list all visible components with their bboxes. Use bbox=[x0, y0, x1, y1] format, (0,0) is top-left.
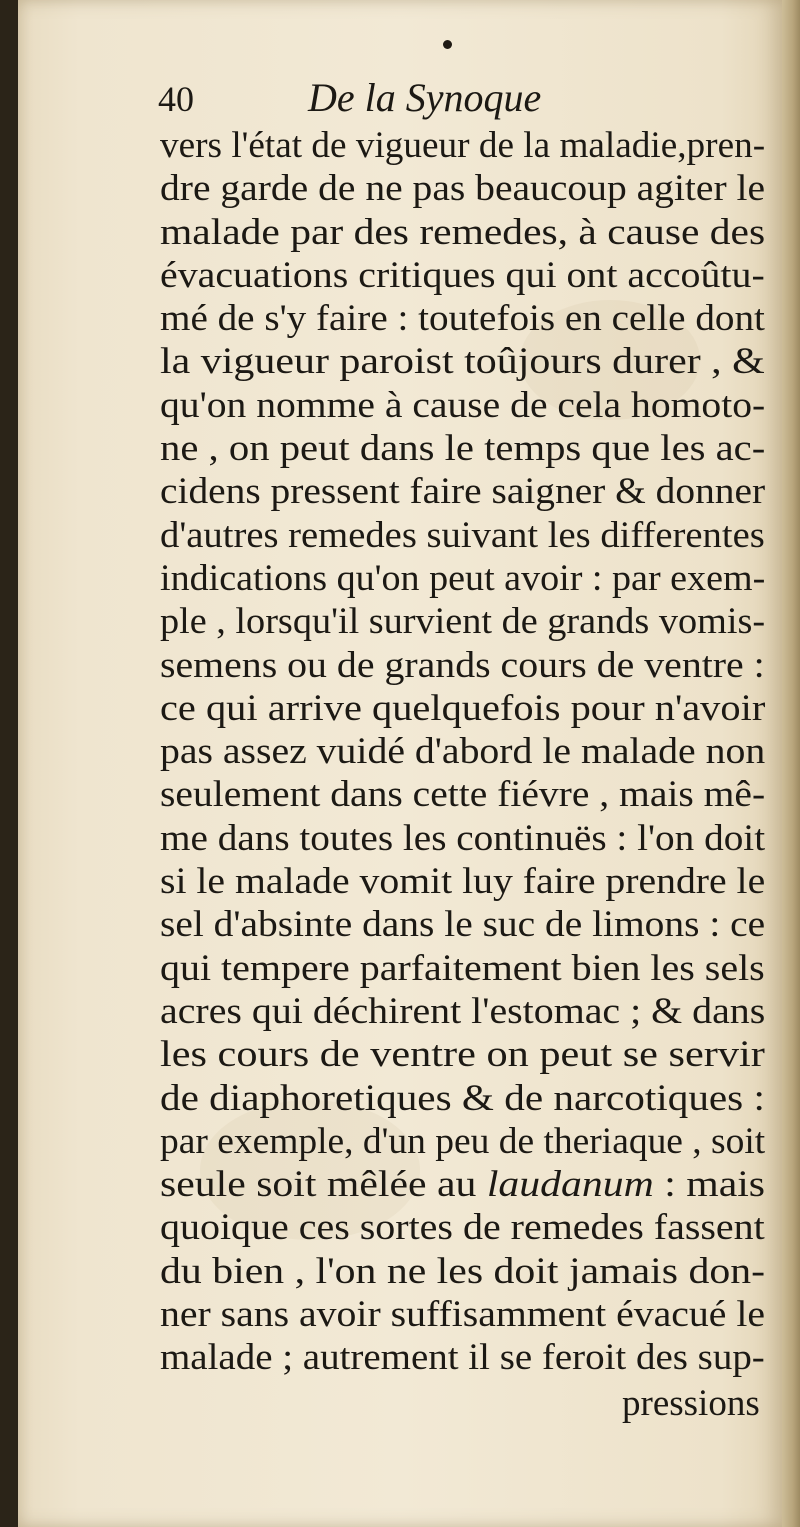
text-line: la vigueur paroist toûjours durer , & bbox=[160, 341, 765, 383]
text-line: ne , on peut dans le temps que les ac- bbox=[160, 428, 766, 470]
text-line: malade par des remedes, à cause des bbox=[160, 211, 766, 253]
text-line: ce qui arrive quelquefois pour n'avoir bbox=[160, 687, 766, 729]
text-line: de diaphoretiques & de narcotiques : bbox=[160, 1077, 765, 1119]
text-line: malade ; autrement il se feroit des sup- bbox=[160, 1337, 765, 1379]
catchword: pressions bbox=[622, 1383, 760, 1424]
page-number: 40 bbox=[158, 79, 194, 119]
text-line: acres qui déchirent l'estomac ; & dans bbox=[160, 990, 766, 1032]
text-line: seulement dans cette fiévre , mais mê- bbox=[160, 774, 766, 816]
text-line: indications qu'on peut avoir : par exem- bbox=[160, 557, 766, 599]
text-line: les cours de ventre on peut se servir bbox=[160, 1034, 765, 1076]
text-line: si le malade vomit luy faire prendre le bbox=[160, 861, 766, 903]
text-line: sel d'absinte dans le suc de limons : ce bbox=[160, 904, 766, 946]
text-segment: : mais bbox=[653, 1164, 766, 1206]
text-line: ner sans avoir suffisamment évacué le bbox=[160, 1294, 766, 1336]
text-line: évacuations critiques qui ont accoûtu- bbox=[160, 254, 765, 296]
text-line: qu'on nomme à cause de cela homoto- bbox=[160, 384, 766, 426]
text-line: dre garde de ne pas beaucoup agiter le bbox=[160, 168, 766, 210]
page-header bbox=[158, 72, 718, 122]
text-line: vers l'état de vigueur de la maladie,pren- bbox=[160, 125, 766, 166]
text-line: pas assez vuidé d'abord le malade non bbox=[160, 731, 766, 773]
text-line: me dans toutes les continuës : l'on doit bbox=[160, 817, 766, 859]
italic-term: laudanum bbox=[486, 1164, 654, 1206]
running-head: De la Synoque bbox=[308, 75, 542, 120]
text-line: par exemple, d'un peu de theriaque , soit bbox=[160, 1120, 766, 1162]
text-line: ple , lorsqu'il survient de grands vomis- bbox=[160, 601, 766, 643]
text-line: semens ou de grands cours de ventre : bbox=[160, 644, 765, 686]
text-line: d'autres remedes suivant les differentes bbox=[160, 514, 765, 556]
text-segment: seule soit mêlée au bbox=[160, 1164, 487, 1206]
text-line: du bien , l'on ne les doit jamais don- bbox=[160, 1250, 766, 1292]
page-edge bbox=[782, 0, 800, 1527]
text-line: qui tempere parfaitement bien les sels bbox=[160, 947, 765, 989]
ink-dot bbox=[443, 40, 452, 49]
text-line: cidens pressent faire saigner & donner bbox=[160, 471, 766, 513]
text-line: mé de s'y faire : toutefois en celle dont bbox=[160, 298, 765, 340]
text-line: quoique ces sortes de remedes fassent bbox=[160, 1207, 765, 1249]
body-text bbox=[160, 124, 770, 1380]
text-line bbox=[160, 1163, 770, 1206]
